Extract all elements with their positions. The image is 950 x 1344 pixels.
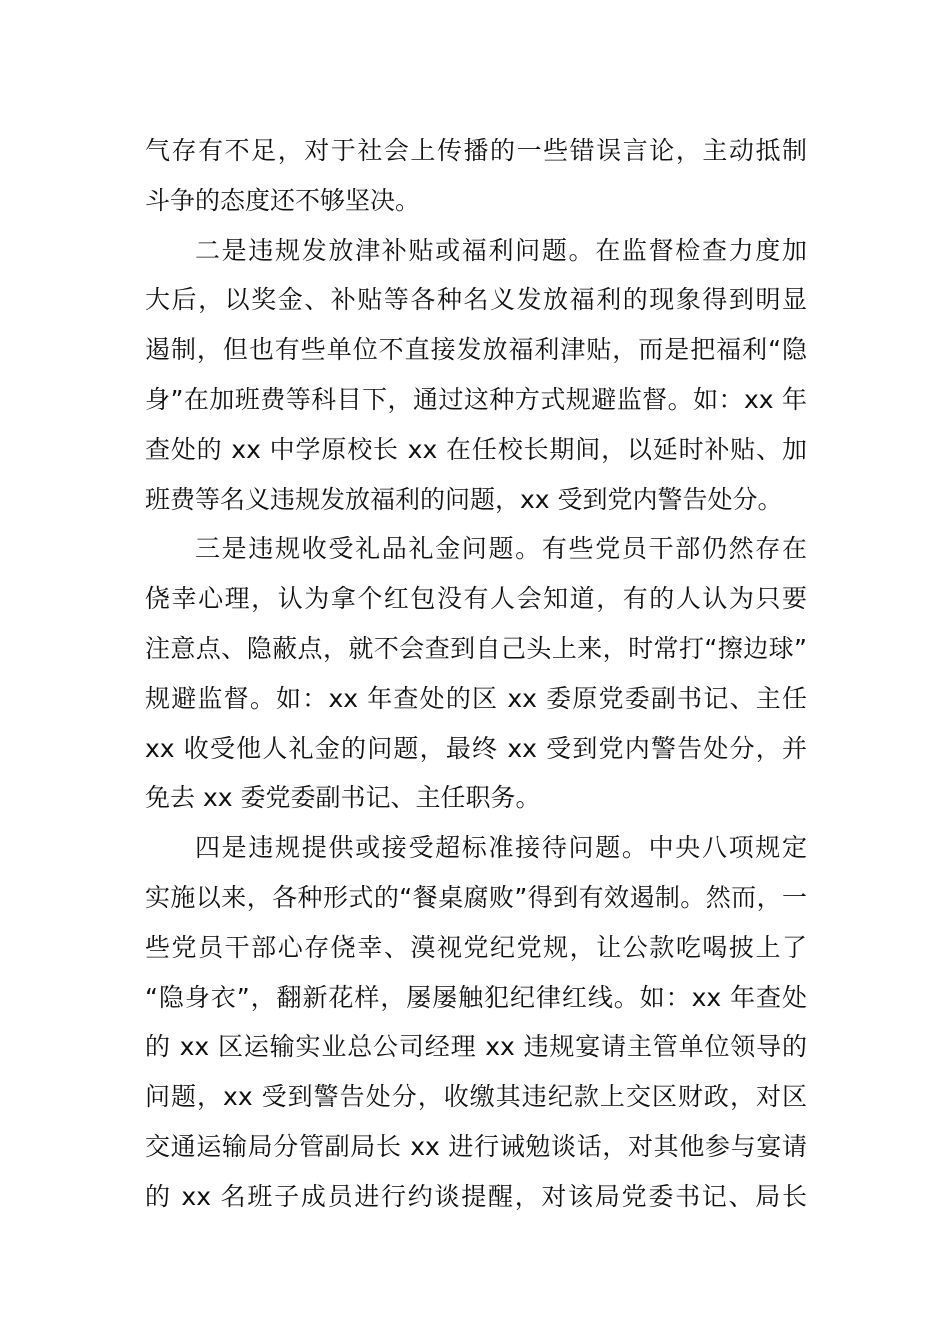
paragraph-reception-violations: [145, 823, 807, 1221]
text-line: “隐身衣”，翻新花样，屡屡触犯纪律红线。如：xx 年查处: [145, 982, 807, 1012]
text-line: 规避监督。如：xx 年查处的区 xx 委原党委副书记、主任: [145, 683, 807, 713]
text-line: 三是违规收受礼品礼金问题。有些党员干部仍然存在: [195, 534, 807, 564]
text-line: 的 xx 区运输实业总公司经理 xx 违规宴请主管单位领导的: [145, 1032, 807, 1062]
text-line: 查处的 xx 中学原校长 xx 在任校长期间，以延时补贴、加: [145, 434, 807, 464]
text-line: 身”在加班费等科目下，通过这种方式规避监督。如：xx 年: [145, 384, 807, 414]
text-line: 班费等名义违规发放福利的问题，xx 受到党内警告处分。: [145, 484, 783, 514]
text-line: xx 收受他人礼金的问题，最终 xx 受到党内警告处分，并: [145, 733, 807, 763]
text-line: 遏制，但也有些单位不直接发放福利津贴，而是把福利“隐: [145, 335, 807, 365]
text-line: 气存有不足，对于社会上传播的一些错误言论，主动抵制: [145, 136, 807, 165]
text-line: 实施以来，各种形式的“餐桌腐败”得到有效遏制。然而，一: [145, 882, 807, 912]
text-line: 问题，xx 受到警告处分，收缴其违纪款上交区财政，对区: [145, 1082, 807, 1112]
text-line: 斗争的态度还不够坚决。: [145, 185, 421, 215]
text-line: 些党员干部心存侥幸、漠视党纪党规，让公款吃喝披上了: [145, 932, 807, 962]
paragraph-allowance-violations: [145, 226, 807, 525]
text-line: 交通运输局分管副局长 xx 进行诫勉谈话，对其他参与宴请: [145, 1131, 807, 1161]
text-line: 二是违规发放津补贴或福利问题。在监督检查力度加: [195, 235, 807, 265]
text-line: 四是违规提供或接受超标准接待问题。中央八项规定: [195, 833, 807, 863]
text-line: 侥幸心理，认为拿个红包没有人会知道，有的人认为只要: [145, 584, 807, 614]
document-body: [145, 126, 807, 1222]
text-line: 注意点、隐蔽点，就不会查到自己头上来，时常打“擦边球”: [145, 633, 807, 663]
text-line: 免去 xx 委党委副书记、主任职务。: [145, 783, 541, 813]
text-line: 的 xx 名班子成员进行约谈提醒，对该局党委书记、局长: [145, 1181, 807, 1211]
text-line: 大后，以奖金、补贴等各种名义发放福利的现象得到明显: [145, 285, 807, 315]
paragraph-gift-violations: [145, 524, 807, 823]
paragraph-continuation: [145, 126, 807, 226]
